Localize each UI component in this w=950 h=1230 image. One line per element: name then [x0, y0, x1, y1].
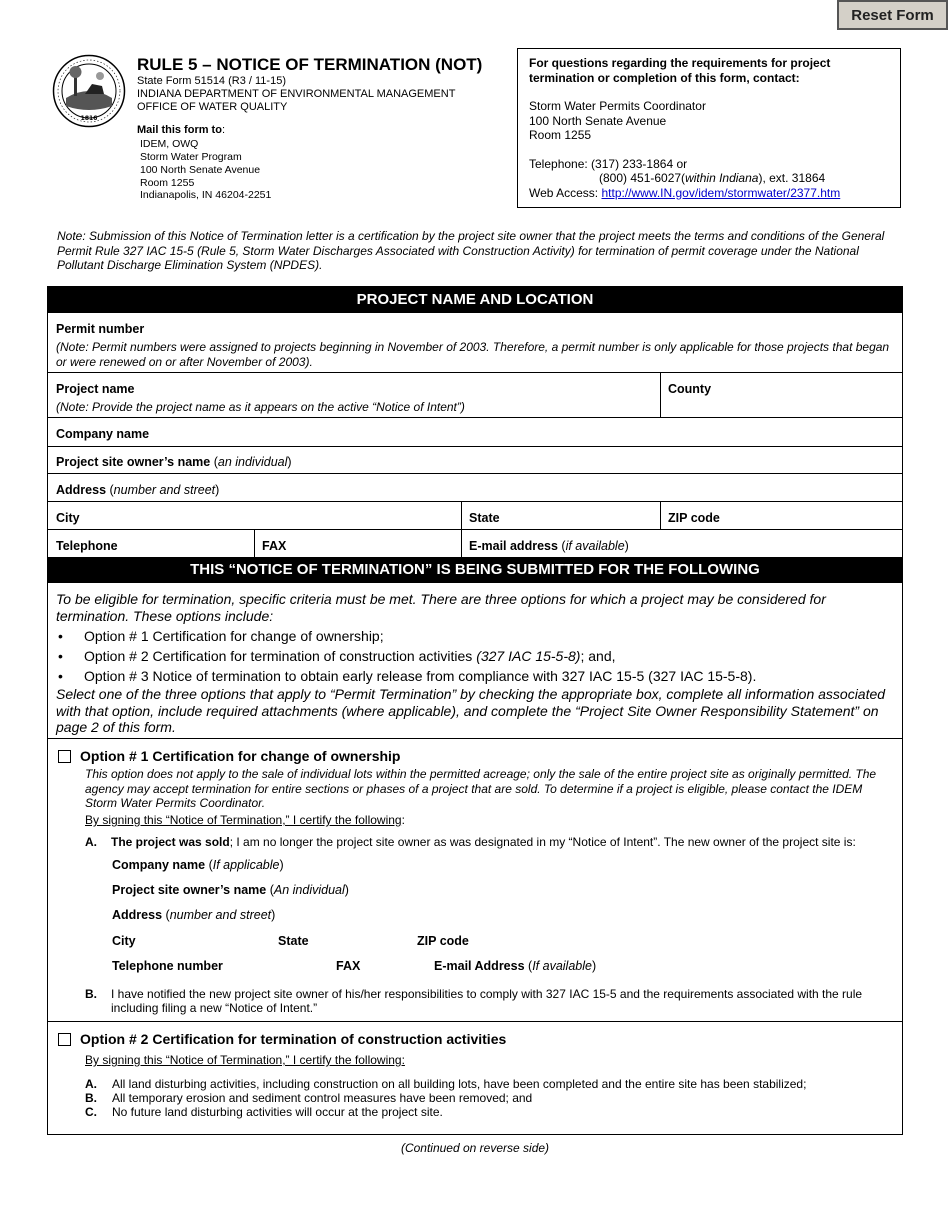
new-email-label: E-mail Address (If available) [434, 959, 597, 973]
project-name-label: Project name [56, 382, 135, 396]
option2-checkbox[interactable] [58, 1033, 71, 1046]
state-label: State [469, 511, 500, 525]
new-zip-code-label: ZIP code [417, 934, 469, 948]
new-telephone-label: Telephone number [112, 959, 223, 973]
company-name-label: Company name [56, 427, 150, 441]
mail-line: Room 1255 [140, 177, 195, 189]
web-access-link[interactable]: http://www.IN.gov/idem/stormwater/2377.htm [601, 185, 841, 200]
county-label: County [668, 382, 712, 396]
option2-title: Option # 2 Certification for termination of construction activities [80, 1031, 507, 1047]
reset-form-button[interactable]: Reset Form [837, 0, 948, 30]
office-name: OFFICE OF WATER QUALITY [137, 101, 288, 113]
continued-note: (Continued on reverse side) [400, 1141, 550, 1155]
fax-label: FAX [262, 539, 287, 553]
contact-web: Web Access: http://www.IN.gov/idem/stormwater/2377.htm [529, 185, 841, 200]
contact-street: 100 North Senate Avenue [529, 113, 667, 128]
new-fax-label: FAX [336, 959, 361, 973]
mail-line: Storm Water Program [140, 151, 242, 163]
option1-note: This option does not apply to the sale of individual lots within the permitted acreage; only the sale of the entire project site as originally permitted. The agency may accept termination for entire sections or phases of a project that are sold. To determine if a project is eligible, please contact the IDEM Storm Water Permits Coordinator. [85, 767, 877, 810]
mail-line: 100 North Senate Avenue [140, 164, 261, 176]
new-city-label: City [112, 934, 136, 948]
telephone-label: Telephone [56, 539, 118, 553]
address-label: Address (number and street) [56, 483, 220, 497]
form-body [47, 286, 903, 1135]
permit-number-label: Permit number [56, 322, 145, 336]
option2-c-marker: C. [85, 1105, 97, 1119]
option2-b-marker: B. [85, 1091, 97, 1105]
option1-b-marker: B. [85, 987, 97, 1001]
seal-year: 1816 [80, 115, 98, 122]
option2-certify: By signing this “Notice of Termination,” I certify the following: [85, 1053, 405, 1067]
section-submitted-for: THIS “NOTICE OF TERMINATION” IS BEING SUBMITTED FOR THE FOLLOWING [48, 557, 902, 583]
bullet-icon: • [58, 628, 63, 644]
form-number: State Form 51514 (R3 / 11-15) [137, 75, 286, 87]
mail-line: Indianapolis, IN 46204-2251 [140, 189, 272, 201]
project-name-note: (Note: Provide the project name as it appears on the active “Notice of Intent”) [56, 400, 465, 414]
bullet-icon: • [58, 668, 63, 684]
option1-title: Option # 1 Certification for change of ownership [80, 748, 401, 764]
zip-code-label: ZIP code [668, 511, 720, 525]
section-project-name-location: PROJECT NAME AND LOCATION [48, 287, 902, 313]
option2-b-text: All temporary erosion and sediment control measures have been removed; and [112, 1091, 533, 1105]
new-owner-name-label: Project site owner’s name (An individual) [112, 883, 349, 897]
contact-heading: For questions regarding the requirements for project termination or completion of this form, contact: [529, 56, 831, 85]
form-title: RULE 5 – NOTICE OF TERMINATION (NOT) [137, 55, 483, 74]
contact-telephone: Telephone: (317) 233-1864 or [529, 156, 688, 171]
agency-name: INDIANA DEPARTMENT OF ENVIRONMENTAL MANAGEMENT [137, 88, 456, 100]
option1-certify: By signing this “Notice of Termination,” I certify the following: [85, 813, 405, 827]
new-company-name-label: Company name (If applicable) [112, 858, 284, 872]
option1-summary: Option # 1 Certification for change of ownership; [84, 628, 384, 644]
new-state-label: State [278, 934, 309, 948]
eligibility-intro: To be eligible for termination, specific criteria must be met. There are three options for which a project may be considered for termination. These options include: [56, 591, 826, 624]
mail-label: Mail this form to: [137, 124, 226, 136]
option1-a-text: The project was sold; I am no longer the project site owner as was designated in my “Notice of Intent”. The new owner of the project site is: [111, 835, 856, 849]
intro-note: Note: Submission of this Notice of Termination letter is a certification by the project site owner that the project meets the terms and conditions of the General Permit Rule 327 IAC 15-5 (Rule 5, Storm Water Discharges Associated with Construction Activity) for termination of permit coverage under the National Pollutant Discharge Elimination System (NPDES). [57, 229, 885, 272]
option1-b-text: I have notified the new project site owner of his/her responsibilities to comply with 327 IAC 15-5 and the requirements associated with the rule including filing a new “Notice of Intent.” [111, 987, 863, 1015]
option2-summary: Option # 2 Certification for termination of construction activities (327 IAC 15-5-8); and, [84, 648, 616, 664]
option3-summary: Option # 3 Notice of termination to obtain early release from compliance with 327 IAC 15-5 (327 IAC 15-5-8). [84, 668, 757, 684]
mail-line: IDEM, OWQ [140, 138, 199, 150]
email-label: E-mail address (if available) [469, 539, 629, 553]
indiana-state-seal-icon [52, 54, 126, 128]
option1-checkbox[interactable] [58, 750, 71, 763]
new-address-label: Address (number and street) [112, 908, 276, 922]
contact-room: Room 1255 [529, 128, 592, 142]
option2-c-text: No future land disturbing activities will occur at the project site. [112, 1105, 443, 1119]
selection-instructions: Select one of the three options that apply to “Permit Termination” by checking the appropriate box, complete all information associated with that option, include required attachments (where applicable), and complete the “Project Site Owner Responsibility Statement” on page 2 of this form. [56, 686, 886, 735]
city-label: City [56, 511, 80, 525]
contact-box [517, 48, 901, 208]
option2-a-text: All land disturbing activities, including construction on all building lots, have been completed and the entire site has been stabilized; [112, 1077, 807, 1091]
contact-telephone-alt: (800) 451-6027(within Indiana), ext. 31864 [599, 171, 826, 185]
owner-name-label: Project site owner’s name (an individual) [56, 455, 292, 469]
permit-number-note: (Note: Permit numbers were assigned to projects beginning in November of 2003. Therefore, a permit number is only applicable for those projects that began or were renewed on or after November of 2003). [56, 340, 890, 369]
contact-name: Storm Water Permits Coordinator [529, 99, 706, 113]
bullet-icon: • [58, 648, 63, 664]
option1-a-marker: A. [85, 835, 97, 849]
option2-a-marker: A. [85, 1077, 97, 1091]
